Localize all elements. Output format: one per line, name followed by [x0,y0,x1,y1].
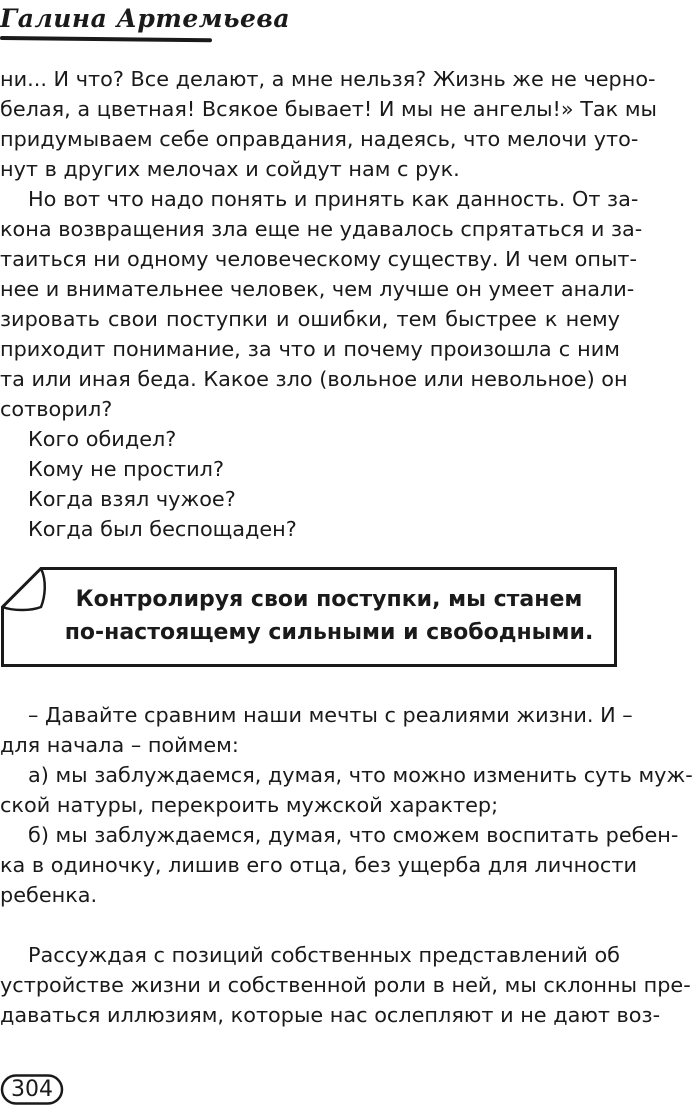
question-line: Когда был беспощаден? [28,517,297,541]
text-line: Но вот что надо понять и принять как данность. От за- [28,187,639,211]
page-number: 304 [11,1077,53,1102]
list-item-line: ской натуры, перекроить мужской характер; [0,793,499,817]
list-item-line: б) мы заблуждаемся, думая, что сможем воспитать ребен- [28,823,679,847]
text-line: устройстве жизни и собственной роли в ней, мы склонны пре- [0,973,691,997]
question-line: Кому не простил? [28,457,225,481]
text-line: та или иная беда. Какое зло (вольное или невольное) он [0,367,628,391]
callout-box [1,567,617,667]
question-line: Когда взял чужое? [28,487,236,511]
text-line: нее и внимательнее человек, чем лучше он умеет анали- [0,277,635,301]
text-line: придумываем себе оправдания, надеясь, что мелочи уто- [0,127,639,151]
running-header: Галина Артемьева [0,4,291,33]
callout-line: Контролируя свои поступки, мы станем [75,587,583,612]
text-line: – Давайте сравним наши мечты с реалиями жизни. И – [28,703,633,727]
text-line: Рассуждая с позиций собственных представлений об [28,943,620,967]
text-line: приходит понимание, за что и почему произошла с ним [0,337,620,361]
callout-line: по-настоящему сильными и свободными. [64,620,594,645]
text-line: зировать свои поступки и ошибки, тем быстрее к нему [0,307,620,331]
text-line: белая, а цветная! Всякое бывает! И мы не ангелы!» Так мы [0,97,657,121]
text-line: таиться ни одному человеческому существу. И чем опыт- [0,247,637,271]
list-item-line: ребенка. [0,883,98,907]
text-line: нут в других мелочах и сойдут нам с рук. [0,157,460,181]
text-line: даваться иллюзиям, которые нас ослепляют и не дают воз- [0,1003,661,1027]
header-rule [0,36,212,42]
list-item-line: ка в одиночку, лишив его отца, без ущерба для личности [0,853,637,877]
text-line: кона возвращения зла еще не удавалось спрятаться и за- [0,217,643,241]
list-item-line: а) мы заблуждаемся, думая, что можно изменить суть муж- [28,763,693,787]
question-line: Кого обидел? [28,427,177,451]
text-line: для начала – поймем: [0,733,239,757]
text-line: сотворил? [0,397,113,421]
page-number-badge [2,1073,62,1107]
text-line: ни... И что? Все делают, а мне нельзя? Жизнь же не черно- [0,67,656,91]
